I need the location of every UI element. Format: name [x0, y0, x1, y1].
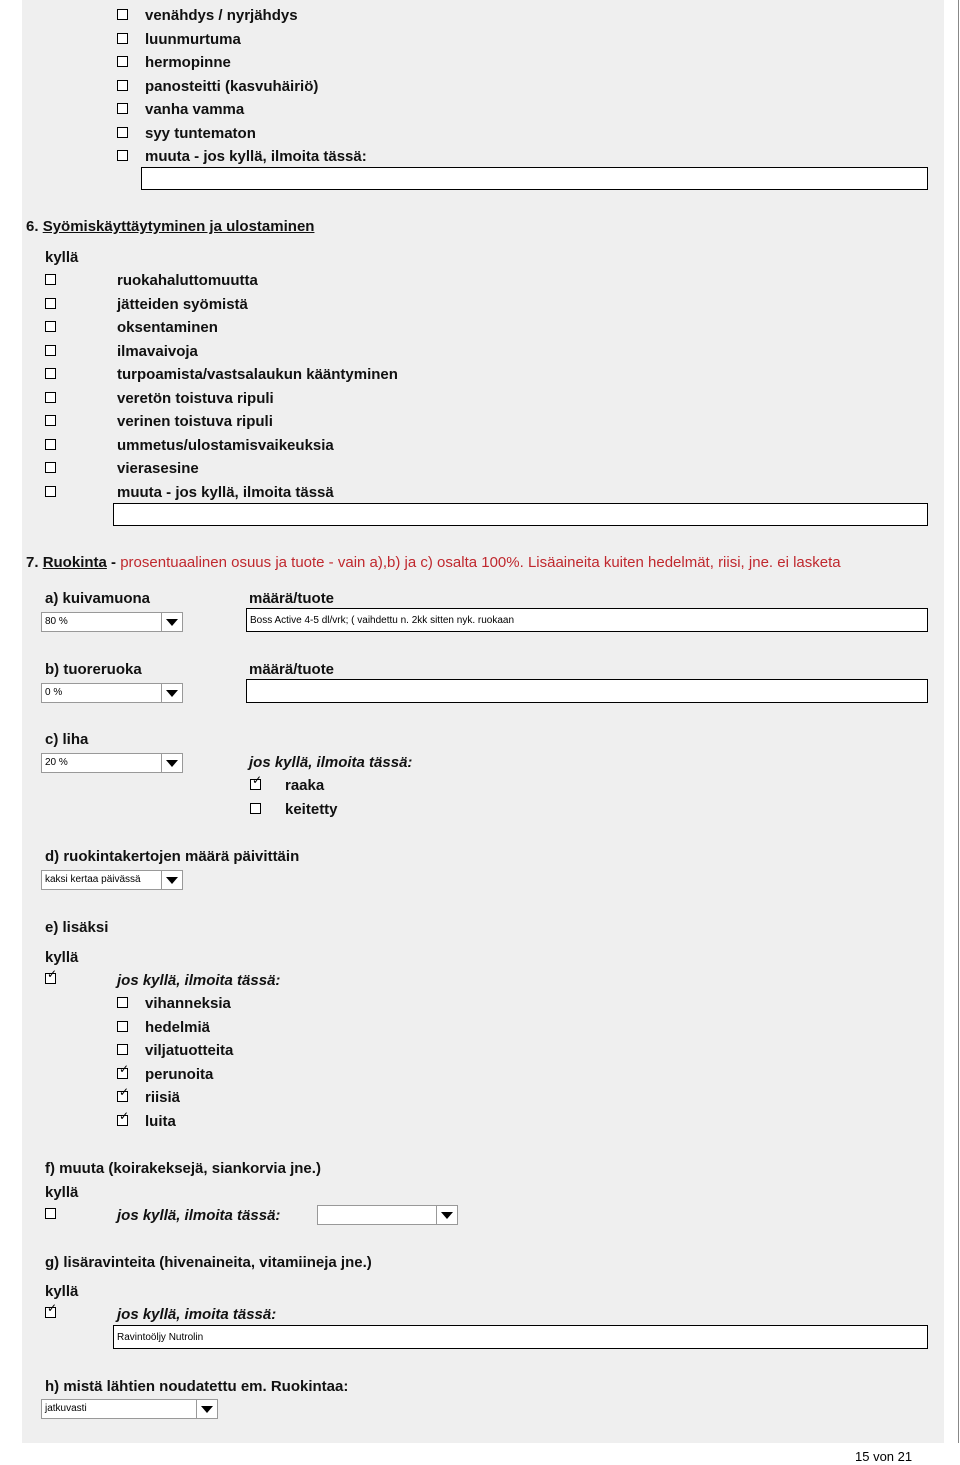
top-list-item-label: muuta - jos kyllä, ilmoita tässä: [145, 148, 367, 165]
dropdown-arrow-icon[interactable] [161, 684, 182, 702]
section6-item-label: jätteiden syömistä [117, 295, 248, 313]
section6-number: 6. [26, 218, 39, 235]
section6-item-label: ummetus/ulostamisvaikeuksia [117, 436, 334, 454]
checkmark-icon: ✓ [47, 967, 58, 981]
h-since-value: jatkuvasti [45, 1403, 87, 1414]
e-option-checkbox[interactable] [117, 1044, 128, 1055]
dropdown-arrow-icon[interactable] [161, 871, 182, 889]
section6-item-checkbox[interactable] [45, 321, 56, 332]
section6-item-label: turpoamista/vastsalaukun kääntyminen [117, 366, 398, 383]
d-label: d) ruokintakertojen määrä päivittäin [45, 848, 300, 865]
section6-item-checkbox[interactable] [45, 392, 56, 403]
e-option-label: riisiä [145, 1089, 181, 1106]
section6-item-checkbox[interactable] [45, 439, 56, 450]
b-percent-value: 0 % [45, 687, 63, 698]
checkmark-icon: ✓ [252, 773, 263, 787]
e-yes-checkbox[interactable] [45, 967, 58, 984]
section6-heading [26, 218, 314, 235]
e-option-label: luita [145, 1112, 176, 1130]
section6-item-checkbox[interactable] [45, 298, 56, 309]
e-yes-label: kyllä [45, 949, 79, 966]
top-list-item-label: syy tuntematon [145, 124, 256, 142]
section6-item-label: verinen toistuva ripuli [117, 413, 273, 430]
top-list-item-label: luunmurtuma [145, 30, 241, 48]
section7-number: 7. [26, 554, 39, 571]
section6-item-checkbox[interactable] [45, 462, 56, 473]
section6-item-checkbox[interactable] [45, 415, 56, 426]
f-yes-label: kyllä [45, 1184, 79, 1201]
section6-item-label: veretön toistuva ripuli [117, 389, 274, 407]
top-list-item-label: panosteitti (kasvuhäiriö) [145, 77, 319, 95]
section7-dash: - [111, 554, 117, 571]
c-option-label: raaka [285, 777, 325, 794]
dropdown-arrow-icon[interactable] [161, 754, 182, 772]
top-list-item-checkbox[interactable] [117, 9, 128, 20]
section7-heading [26, 554, 841, 571]
section6-other-input[interactable] [113, 503, 928, 526]
section7-title: Ruokinta [42, 554, 107, 571]
a-label: a) kuivamuona [45, 590, 151, 607]
e-option-label: viljatuotteita [145, 1042, 234, 1059]
top-list-item-checkbox[interactable] [117, 127, 128, 138]
a-amount-label: määrä/tuote [249, 590, 335, 607]
g-detail-input[interactable]: Ravintoöljy Nutrolin [113, 1325, 928, 1349]
page-edge-line [958, 0, 959, 1443]
section6-title: Syömiskäyttäytyminen ja ulostaminen [42, 218, 315, 235]
top-list-item-checkbox[interactable] [117, 80, 128, 91]
checkmark-icon: ✓ [119, 1061, 130, 1076]
b-amount-label: määrä/tuote [249, 661, 335, 678]
e-option-checkbox[interactable] [117, 1085, 130, 1102]
e-detail-label: jos kyllä, ilmoita tässä: [117, 972, 281, 989]
form-panel [22, 0, 944, 1443]
checkmark-icon: ✓ [119, 1085, 130, 1099]
e-label: e) lisäksi [45, 919, 109, 936]
h-since-select[interactable] [41, 1399, 218, 1419]
g-yes-checkbox[interactable] [45, 1301, 58, 1318]
section6-yes-label: kyllä [45, 249, 79, 266]
checkmark-icon: ✓ [119, 1108, 130, 1123]
c-percent-value: 20 % [45, 757, 68, 768]
e-option-checkbox[interactable] [117, 1021, 128, 1032]
c-option-checkbox[interactable] [250, 773, 263, 790]
b-label: b) tuoreruoka [45, 661, 142, 678]
top-list-item-label: hermopinne [145, 54, 231, 71]
top-list-item-checkbox[interactable] [117, 56, 128, 67]
section6-item-checkbox[interactable] [45, 486, 56, 497]
top-list-item-label: venähdys / nyrjähdys [145, 7, 298, 24]
a-percent-select[interactable] [41, 612, 183, 632]
e-option-checkbox[interactable] [117, 1061, 130, 1079]
e-option-label: vihanneksia [145, 995, 231, 1012]
a-percent-value: 80 % [45, 616, 68, 627]
c-percent-select[interactable] [41, 753, 183, 773]
section6-item-checkbox[interactable] [45, 368, 56, 379]
section6-item-label: oksentaminen [117, 319, 218, 336]
h-label: h) mistä lähtien noudatettu em. Ruokintaa: [45, 1378, 349, 1395]
e-option-label: perunoita [145, 1065, 214, 1083]
b-percent-select[interactable] [41, 683, 183, 703]
c-option-label: keitetty [285, 800, 338, 818]
section6-item-label: muuta - jos kyllä, ilmoita tässä [117, 483, 334, 501]
section6-item-label: ruokahaluttomuutta [117, 272, 258, 289]
g-yes-label: kyllä [45, 1283, 79, 1300]
e-option-label: hedelmiä [145, 1018, 211, 1036]
f-yes-checkbox[interactable] [45, 1208, 56, 1219]
g-label: g) lisäravinteita (hivenaineita, vitamiineja jne.) [45, 1254, 372, 1271]
c-option-checkbox[interactable] [250, 803, 261, 814]
top-list-item-label: vanha vamma [145, 101, 245, 118]
d-times-select[interactable] [41, 870, 183, 890]
section7-note: prosentuaalinen osuus ja tuote - vain a),b) ja c) osalta 100%. Lisäaineita kuiten hedelmät, riisi, jne. ei lasketa [120, 554, 841, 571]
dropdown-arrow-icon[interactable] [161, 613, 182, 631]
c-label: c) liha [45, 731, 89, 748]
section6-item-label: ilmavaivoja [117, 342, 198, 360]
f-label: f) muuta (koirakeksejä, siankorvia jne.) [45, 1160, 321, 1177]
g-detail-label: jos kyllä, imoita tässä: [117, 1306, 277, 1323]
e-option-checkbox[interactable] [117, 1108, 130, 1126]
top-other-input[interactable] [141, 167, 928, 190]
b-amount-input[interactable] [246, 679, 928, 703]
d-times-value: kaksi kertaa päivässä [45, 874, 141, 885]
f-detail-select[interactable] [317, 1205, 458, 1225]
top-list-item-checkbox[interactable] [117, 33, 128, 44]
top-list-item-checkbox[interactable] [117, 150, 128, 161]
c-detail-label: jos kyllä, ilmoita tässä: [249, 754, 413, 771]
dropdown-arrow-icon[interactable] [196, 1400, 217, 1418]
page-number: 15 von 21 [855, 1449, 913, 1464]
section6-item-label: vierasesine [117, 460, 199, 477]
top-list-item-checkbox[interactable] [117, 103, 128, 114]
checkmark-icon: ✓ [47, 1301, 58, 1315]
a-amount-input[interactable]: Boss Active 4-5 dl/vrk; ( vaihdettu n. 2kk sitten nyk. ruokaan [246, 608, 928, 632]
dropdown-arrow-icon[interactable] [436, 1206, 457, 1224]
section6-item-checkbox[interactable] [45, 345, 56, 356]
f-detail-label: jos kyllä, ilmoita tässä: [117, 1207, 281, 1224]
section6-item-checkbox[interactable] [45, 274, 56, 285]
e-option-checkbox[interactable] [117, 997, 128, 1008]
